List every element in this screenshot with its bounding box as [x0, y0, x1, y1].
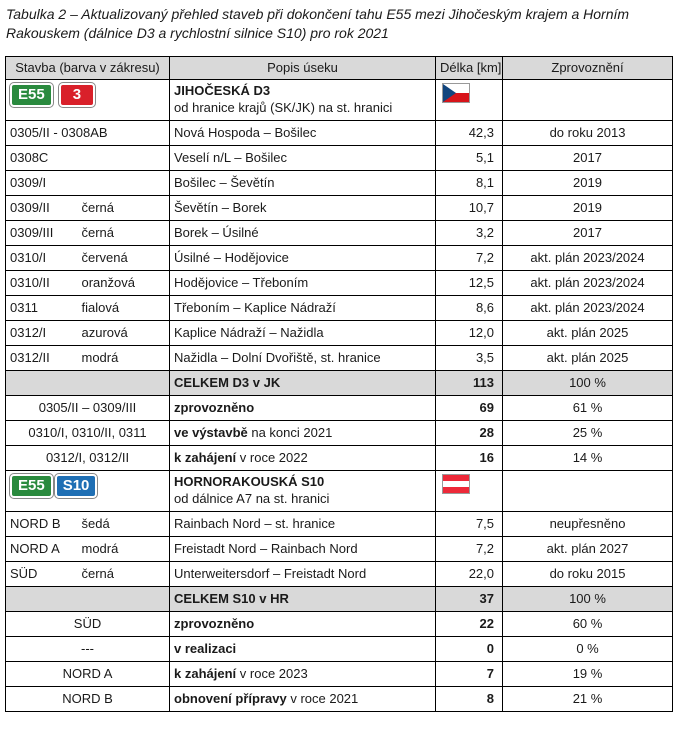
- s10-badge: S10: [55, 474, 98, 498]
- austria-flag-icon: [442, 474, 470, 494]
- e55-badge: E55: [10, 83, 53, 107]
- table-row: 0308C Veselí n/L – Bošilec 5,1 2017: [6, 146, 673, 171]
- header-row: [6, 57, 673, 80]
- table-row: 0310/I červená Úsilné – Hodějovice 7,2 akt. plán 2023/2024: [6, 246, 673, 271]
- col-header-delka: Délka [km]: [436, 57, 503, 80]
- table-caption: Tabulka 2 – Aktualizovaný přehled staveb při dokončení tahu E55 mezi Jihočeským krajem a Horním Rakouskem (dálnice D3 a rychlostní silnice S10) pro rok 2021: [6, 6, 630, 41]
- summary-row: 0312/I, 0312/II k zahájení v roce 2022 16 14 %: [6, 446, 673, 471]
- d3-badge: 3: [59, 83, 95, 107]
- s10-subtitle: od dálnice A7 na st. hranici: [174, 491, 330, 506]
- table-row: 0312/I azurová Kaplice Nádraží – Nažidla 12,0 akt. plán 2025: [6, 321, 673, 346]
- summary-row: NORD A k zahájení v roce 2023 7 19 %: [6, 662, 673, 687]
- d3-section-title: [170, 80, 436, 121]
- table-row: NORD A modrá Freistadt Nord – Rainbach Nord 7,2 akt. plán 2027: [6, 537, 673, 562]
- summary-row: SÜD zprovozněno 22 60 %: [6, 612, 673, 637]
- table-row: 0309/II černá Ševětín – Borek 10,7 2019: [6, 196, 673, 221]
- e55-badge: E55: [10, 474, 53, 498]
- table-row: 0311 fialová Třeboním – Kaplice Nádraží 8,6 akt. plán 2023/2024: [6, 296, 673, 321]
- table-row: NORD B šedá Rainbach Nord – st. hranice 7,5 neupřesněno: [6, 512, 673, 537]
- d3-subtitle: od hranice krajů (SK/JK) na st. hranici: [174, 100, 393, 115]
- table-row: 0309/III černá Borek – Úsilné 3,2 2017: [6, 221, 673, 246]
- table-row: 0309/I Bošilec – Ševětín 8,1 2019: [6, 171, 673, 196]
- table-row: 0310/II oranžová Hodějovice – Třeboním 12,5 akt. plán 2023/2024: [6, 271, 673, 296]
- summary-row: 0305/II – 0309/III zprovozněno 69 61 %: [6, 396, 673, 421]
- d3-total-row: CELKEM D3 v JK 113 100 %: [6, 371, 673, 396]
- czech-flag-icon: [442, 83, 470, 103]
- d3-title: JIHOČESKÁ D3: [174, 83, 271, 98]
- s10-header-row: [6, 471, 673, 512]
- summary-row: 0310/I, 0310/II, 0311 ve výstavbě na konci 2021 28 25 %: [6, 421, 673, 446]
- d3-badges: [6, 80, 170, 121]
- construction-table: [5, 56, 673, 712]
- table-row: SÜD černá Unterweitersdorf – Freistadt Nord 22,0 do roku 2015: [6, 562, 673, 587]
- table-row: 0305/II - 0308AB Nová Hospoda – Bošilec 42,3 do roku 2013: [6, 121, 673, 146]
- d3-header-row: [6, 80, 673, 121]
- col-header-zprovozneni: Zprovoznění: [503, 57, 673, 80]
- table-row: 0312/II modrá Nažidla – Dolní Dvořiště, st. hranice 3,5 akt. plán 2025: [6, 346, 673, 371]
- s10-title: HORNORAKOUSKÁ S10: [174, 474, 325, 489]
- s10-badges: [6, 471, 170, 512]
- col-header-popis: Popis úseku: [170, 57, 436, 80]
- col-header-stavba: Stavba (barva v zákresu): [6, 57, 170, 80]
- summary-row: NORD B obnovení přípravy v roce 2021 8 21 %: [6, 687, 673, 712]
- summary-row: --- v realizaci 0 0 %: [6, 637, 673, 662]
- s10-total-row: CELKEM S10 v HR 37 100 %: [6, 587, 673, 612]
- s10-section-title: [170, 471, 436, 512]
